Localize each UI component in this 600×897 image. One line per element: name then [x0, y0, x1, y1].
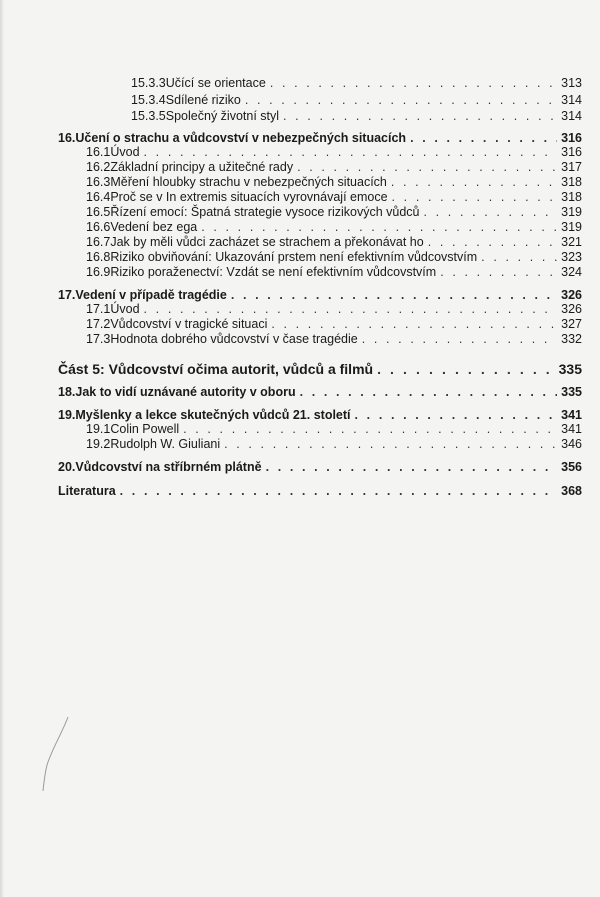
entry-page: 317 — [561, 160, 582, 174]
leader-dots — [183, 422, 557, 437]
toc-entry-15-3-5 — [131, 109, 582, 124]
toc-chapter-17 — [58, 288, 582, 303]
entry-number: 16. — [58, 131, 76, 145]
entry-number: 17.1 — [86, 302, 111, 316]
entry-page: 318 — [561, 190, 582, 204]
entry-number: 16.8 — [86, 250, 111, 264]
entry-number: 17. — [58, 288, 76, 302]
toc-entry-16-1 — [86, 145, 582, 160]
toc-literatura — [58, 484, 582, 499]
toc-entry-17-2 — [86, 317, 582, 332]
toc-entry-15-3-4 — [131, 93, 582, 108]
toc-entry-15-3-3 — [131, 76, 582, 91]
entry-page: 314 — [561, 109, 582, 123]
entry-number: 19.2 — [86, 437, 111, 451]
entry-page: 341 — [561, 422, 582, 436]
leader-dots — [270, 76, 557, 91]
toc-part-5 — [58, 360, 582, 378]
entry-page: 316 — [561, 145, 582, 159]
entry-number: 16.5 — [86, 205, 111, 219]
entry-page: 368 — [561, 484, 582, 498]
leader-dots — [355, 408, 558, 423]
toc-entry-16-5 — [86, 205, 582, 220]
leader-dots — [377, 360, 555, 378]
leader-dots — [266, 460, 558, 475]
toc-chapter-16 — [58, 131, 582, 146]
leader-dots — [297, 160, 557, 175]
leader-dots — [391, 175, 557, 190]
entry-page: 326 — [561, 288, 582, 302]
pencil-mark — [38, 715, 78, 795]
leader-dots — [144, 302, 558, 317]
entry-page: 321 — [561, 235, 582, 249]
leader-dots — [231, 288, 557, 303]
toc-entry-16-3 — [86, 175, 582, 190]
entry-page: 327 — [561, 317, 582, 331]
entry-title: Měření hloubky strachu v nebezpečných situacích — [110, 175, 387, 189]
toc-entry-19-1 — [86, 422, 582, 437]
leader-dots — [245, 93, 557, 108]
toc-entry-16-9 — [86, 265, 582, 280]
leader-dots — [224, 437, 557, 452]
entry-title: Učící se orientace — [165, 76, 266, 90]
leader-dots — [144, 145, 558, 160]
leader-dots — [481, 250, 557, 265]
entry-number: 17.2 — [86, 317, 111, 331]
entry-number: 16.6 — [86, 220, 111, 234]
entry-title: Riziko poraženectví: Vzdát se není efektivním vůdcovstvím — [110, 265, 437, 279]
entry-title: Rudolph W. Giuliani — [110, 437, 221, 451]
leader-dots — [201, 220, 557, 235]
entry-title: Jak by měli vůdci zacházet se strachem a překonávat ho — [110, 235, 424, 249]
entry-number: 15.3.3 — [131, 76, 166, 90]
entry-page: 319 — [561, 205, 582, 219]
entry-page: 356 — [561, 460, 582, 474]
entry-title: Základní principy a užitečné rady — [110, 160, 294, 174]
entry-title: Literatura — [58, 484, 116, 498]
entry-title: Myšlenky a lekce skutečných vůdců 21. století — [75, 408, 351, 422]
entry-title: Riziko obviňování: Ukazování prstem není efektivním vůdcovstvím — [110, 250, 478, 264]
leader-dots — [300, 385, 558, 400]
entry-title: Úvod — [110, 145, 140, 159]
leader-dots — [410, 131, 557, 146]
entry-number: 16.1 — [86, 145, 111, 159]
entry-page: 318 — [561, 175, 582, 189]
entry-page: 346 — [561, 437, 582, 451]
entry-number: 20. — [58, 460, 76, 474]
toc-entry-17-3 — [86, 332, 582, 347]
entry-title: Sdílené riziko — [165, 93, 241, 107]
entry-number: 15.3.4 — [131, 93, 166, 107]
entry-number: 19.1 — [86, 422, 111, 436]
entry-title: Úvod — [110, 302, 140, 316]
entry-title: Vůdcovství v tragické situaci — [110, 317, 268, 331]
entry-number: 18. — [58, 385, 76, 399]
entry-title: Proč se v In extremis situacích vyrovnávají emoce — [110, 190, 388, 204]
entry-number: 15.3.5 — [131, 109, 166, 123]
entry-number: 19. — [58, 408, 76, 422]
entry-number: 16.9 — [86, 265, 111, 279]
leader-dots — [120, 484, 557, 499]
leader-dots — [428, 235, 557, 250]
leader-dots — [271, 317, 557, 332]
entry-title: Jak to vidí uznávané autority v oboru — [75, 385, 296, 399]
toc-entry-16-2 — [86, 160, 582, 175]
entry-page: 323 — [561, 250, 582, 264]
toc-entry-16-6 — [86, 220, 582, 235]
leader-dots — [392, 190, 558, 205]
entry-title: Část 5: Vůdcovství očima autorit, vůdců a filmů — [58, 361, 374, 377]
toc-entry-16-8 — [86, 250, 582, 265]
toc-chapter-18 — [58, 385, 582, 400]
entry-page: 316 — [561, 131, 582, 145]
entry-title: Hodnota dobrého vůdcovství v čase tragédie — [110, 332, 358, 346]
entry-title: Učení o strachu a vůdcovství v nebezpečných situacích — [75, 131, 407, 145]
leader-dots — [424, 205, 558, 220]
entry-title: Řízení emocí: Špatná strategie vysoce rizikových vůdců — [110, 205, 420, 219]
toc-chapter-19 — [58, 408, 582, 423]
entry-page: 335 — [558, 361, 582, 377]
entry-page: 314 — [561, 93, 582, 107]
leader-dots — [283, 109, 557, 124]
entry-page: 326 — [561, 302, 582, 316]
entry-number: 16.7 — [86, 235, 111, 249]
toc-chapter-20 — [58, 460, 582, 475]
entry-title: Vedení bez ega — [110, 220, 198, 234]
entry-number: 16.2 — [86, 160, 111, 174]
entry-page: 335 — [561, 385, 582, 399]
toc-entry-16-7 — [86, 235, 582, 250]
entry-page: 341 — [561, 408, 582, 422]
entry-title: Společný životní styl — [165, 109, 280, 123]
entry-title: Vůdcovství na stříbrném plátně — [75, 460, 262, 474]
entry-number: 17.3 — [86, 332, 111, 346]
entry-page: 319 — [561, 220, 582, 234]
entry-page: 332 — [561, 332, 582, 346]
toc-entry-17-1 — [86, 302, 582, 317]
leader-dots — [362, 332, 557, 347]
toc-entry-16-4 — [86, 190, 582, 205]
entry-page: 324 — [561, 265, 582, 279]
entry-number: 16.3 — [86, 175, 111, 189]
entry-title: Colin Powell — [110, 422, 180, 436]
entry-number: 16.4 — [86, 190, 111, 204]
entry-title: Vedení v případě tragédie — [75, 288, 227, 302]
page-edge — [0, 0, 4, 897]
toc-entry-19-2 — [86, 437, 582, 452]
leader-dots — [440, 265, 557, 280]
entry-page: 313 — [561, 76, 582, 90]
